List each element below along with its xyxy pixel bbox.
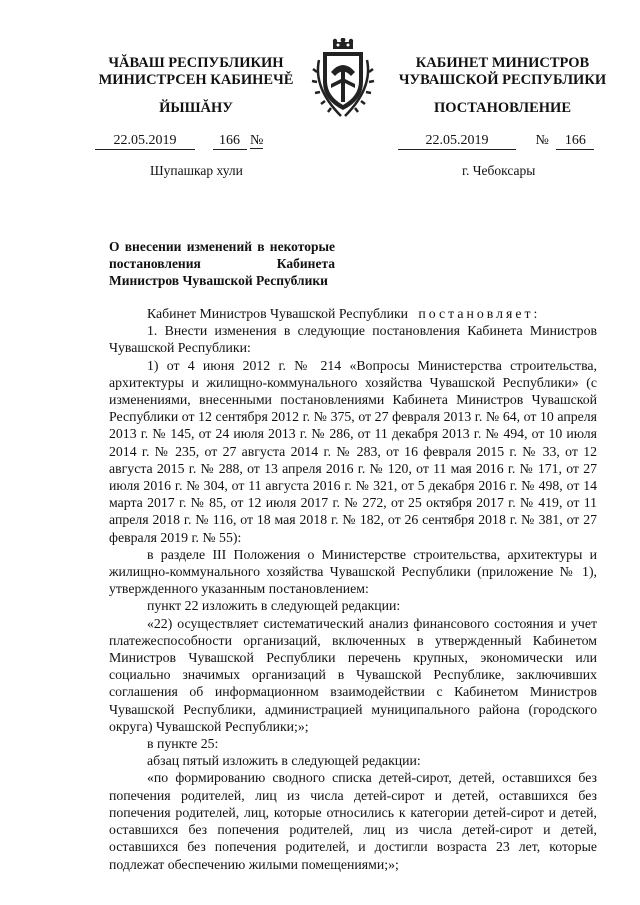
intro-prefix: Кабинет Министров Чувашской Республики <box>147 306 409 321</box>
city-right: г. Чебоксары <box>462 163 536 178</box>
header-left-line1: ЧĂВАШ РЕСПУБЛИКИН <box>108 55 284 71</box>
header-right-line2: ЧУВАШСКОЙ РЕСПУБЛИКИ <box>398 72 607 88</box>
paragraph: «по формированию сводного списка детей-сирот, детей, оставшихся без попечения родителей, лиц из числа детей-сирот и детей, оставшихся без попечения родителей, лиц, которые относились к категории детей-сирот и детей, оставшихся без попечения родителей, лиц из числа детей-сирот и детей, оставшихся без попечения родителей, и достигли возраста 23 лет, которые подлежат обеспечению жилыми помещениями;»; <box>109 770 597 872</box>
coat-of-arms-emblem <box>311 38 375 120</box>
paragraph: абзац пятый изложить в следующей редакции: <box>147 753 421 769</box>
number-right: 166 <box>556 133 594 150</box>
paragraph: 1) от 4 июня 2012 г. № 214 «Вопросы Министерства строительства, архитектуры и жилищно-коммунального хозяйства Чувашской Республики» (с изменениями, внесенными постановлениями Кабинета Министров Чувашской Республики от 12 сентября 2012 г. № 375, от 27 февраля 2013 г. № 64, от 10 апреля 2013 г. № 145, от 24 июля 2013 г. № 286, от 11 декабря 2013 г. № 494, от 10 июля 2014 г. № 235, от 27 августа 2014 г. № 283, от 16 февраля 2015 г. № 33, от 12 августа 2015 г. № 288, от 13 апреля 2016 г. № 120, от 11 мая 2016 г. № 171, от 27 июля 2016 г. № 304, от 11 августа 2016 г. № 321, от 5 декабря 2016 г. № 498, от 14 марта 2017 г. № 85, от 12 июля 2017 г. № 272, от 25 октября 2017 г. № 419, от 11 апреля 2018 г. № 116, от 18 мая 2018 г. № 182, от 26 сентября 2018 г. № 381, от 27 февраля 2019 г. № 55): <box>109 357 597 545</box>
doctype-right: ПОСТАНОВЛЕНИЕ <box>433 100 571 116</box>
header-right-line1: КАБИНЕТ МИНИСТРОВ <box>415 55 590 71</box>
intro-paragraph <box>109 305 597 322</box>
crown-icon <box>333 38 353 49</box>
paragraph: «22) осуществляет систематический анализ финансового состояния и учет платежеспособности организаций, включенных в утвержденный Кабинетом Министров Чувашской Республики перечень крупных, экономически или социально значимых организаций в Чувашской Республике, заключивших соглашения об информационном взаимодействии с Кабинетом Министров Чувашской Республики, администрацией муниципального района (городского округа) Чувашской Республики;»; <box>109 615 597 734</box>
city-left: Шупашкар хули <box>150 163 243 178</box>
document-title: О внесении изменений в некоторые постановления Кабинета Министров Чувашской Республики <box>109 239 335 288</box>
number-line-left <box>95 133 263 150</box>
date-left: 22.05.2019 <box>95 133 195 150</box>
number-left: 166 <box>213 133 247 150</box>
header-right <box>390 55 615 89</box>
paragraph: 1. Внести изменения в следующие постановления Кабинета Министров Чувашской Республики: <box>109 323 597 356</box>
number-sign-left: № <box>250 133 264 148</box>
document-body <box>109 305 597 873</box>
number-sign-right: № <box>535 133 549 148</box>
paragraph: в разделе III Положения о Министерстве строительства, архитектуры и жилищно-коммунального хозяйства Чувашской Республики (приложение № 1), утвержденного указанным постановлением: <box>109 546 597 597</box>
intro-resolves: постановляет: <box>418 306 541 321</box>
paragraph: в пункте 25: <box>147 736 219 752</box>
date-right: 22.05.2019 <box>398 133 516 150</box>
header-left-line2: МИНИСТРСЕН КАБИНЕЧĚ <box>98 72 294 88</box>
doctype-left: ЙЫШĂНУ <box>159 100 233 116</box>
header-left <box>96 55 296 89</box>
number-line-right <box>398 133 594 150</box>
paragraph: пункт 22 изложить в следующей редакции: <box>147 598 401 614</box>
